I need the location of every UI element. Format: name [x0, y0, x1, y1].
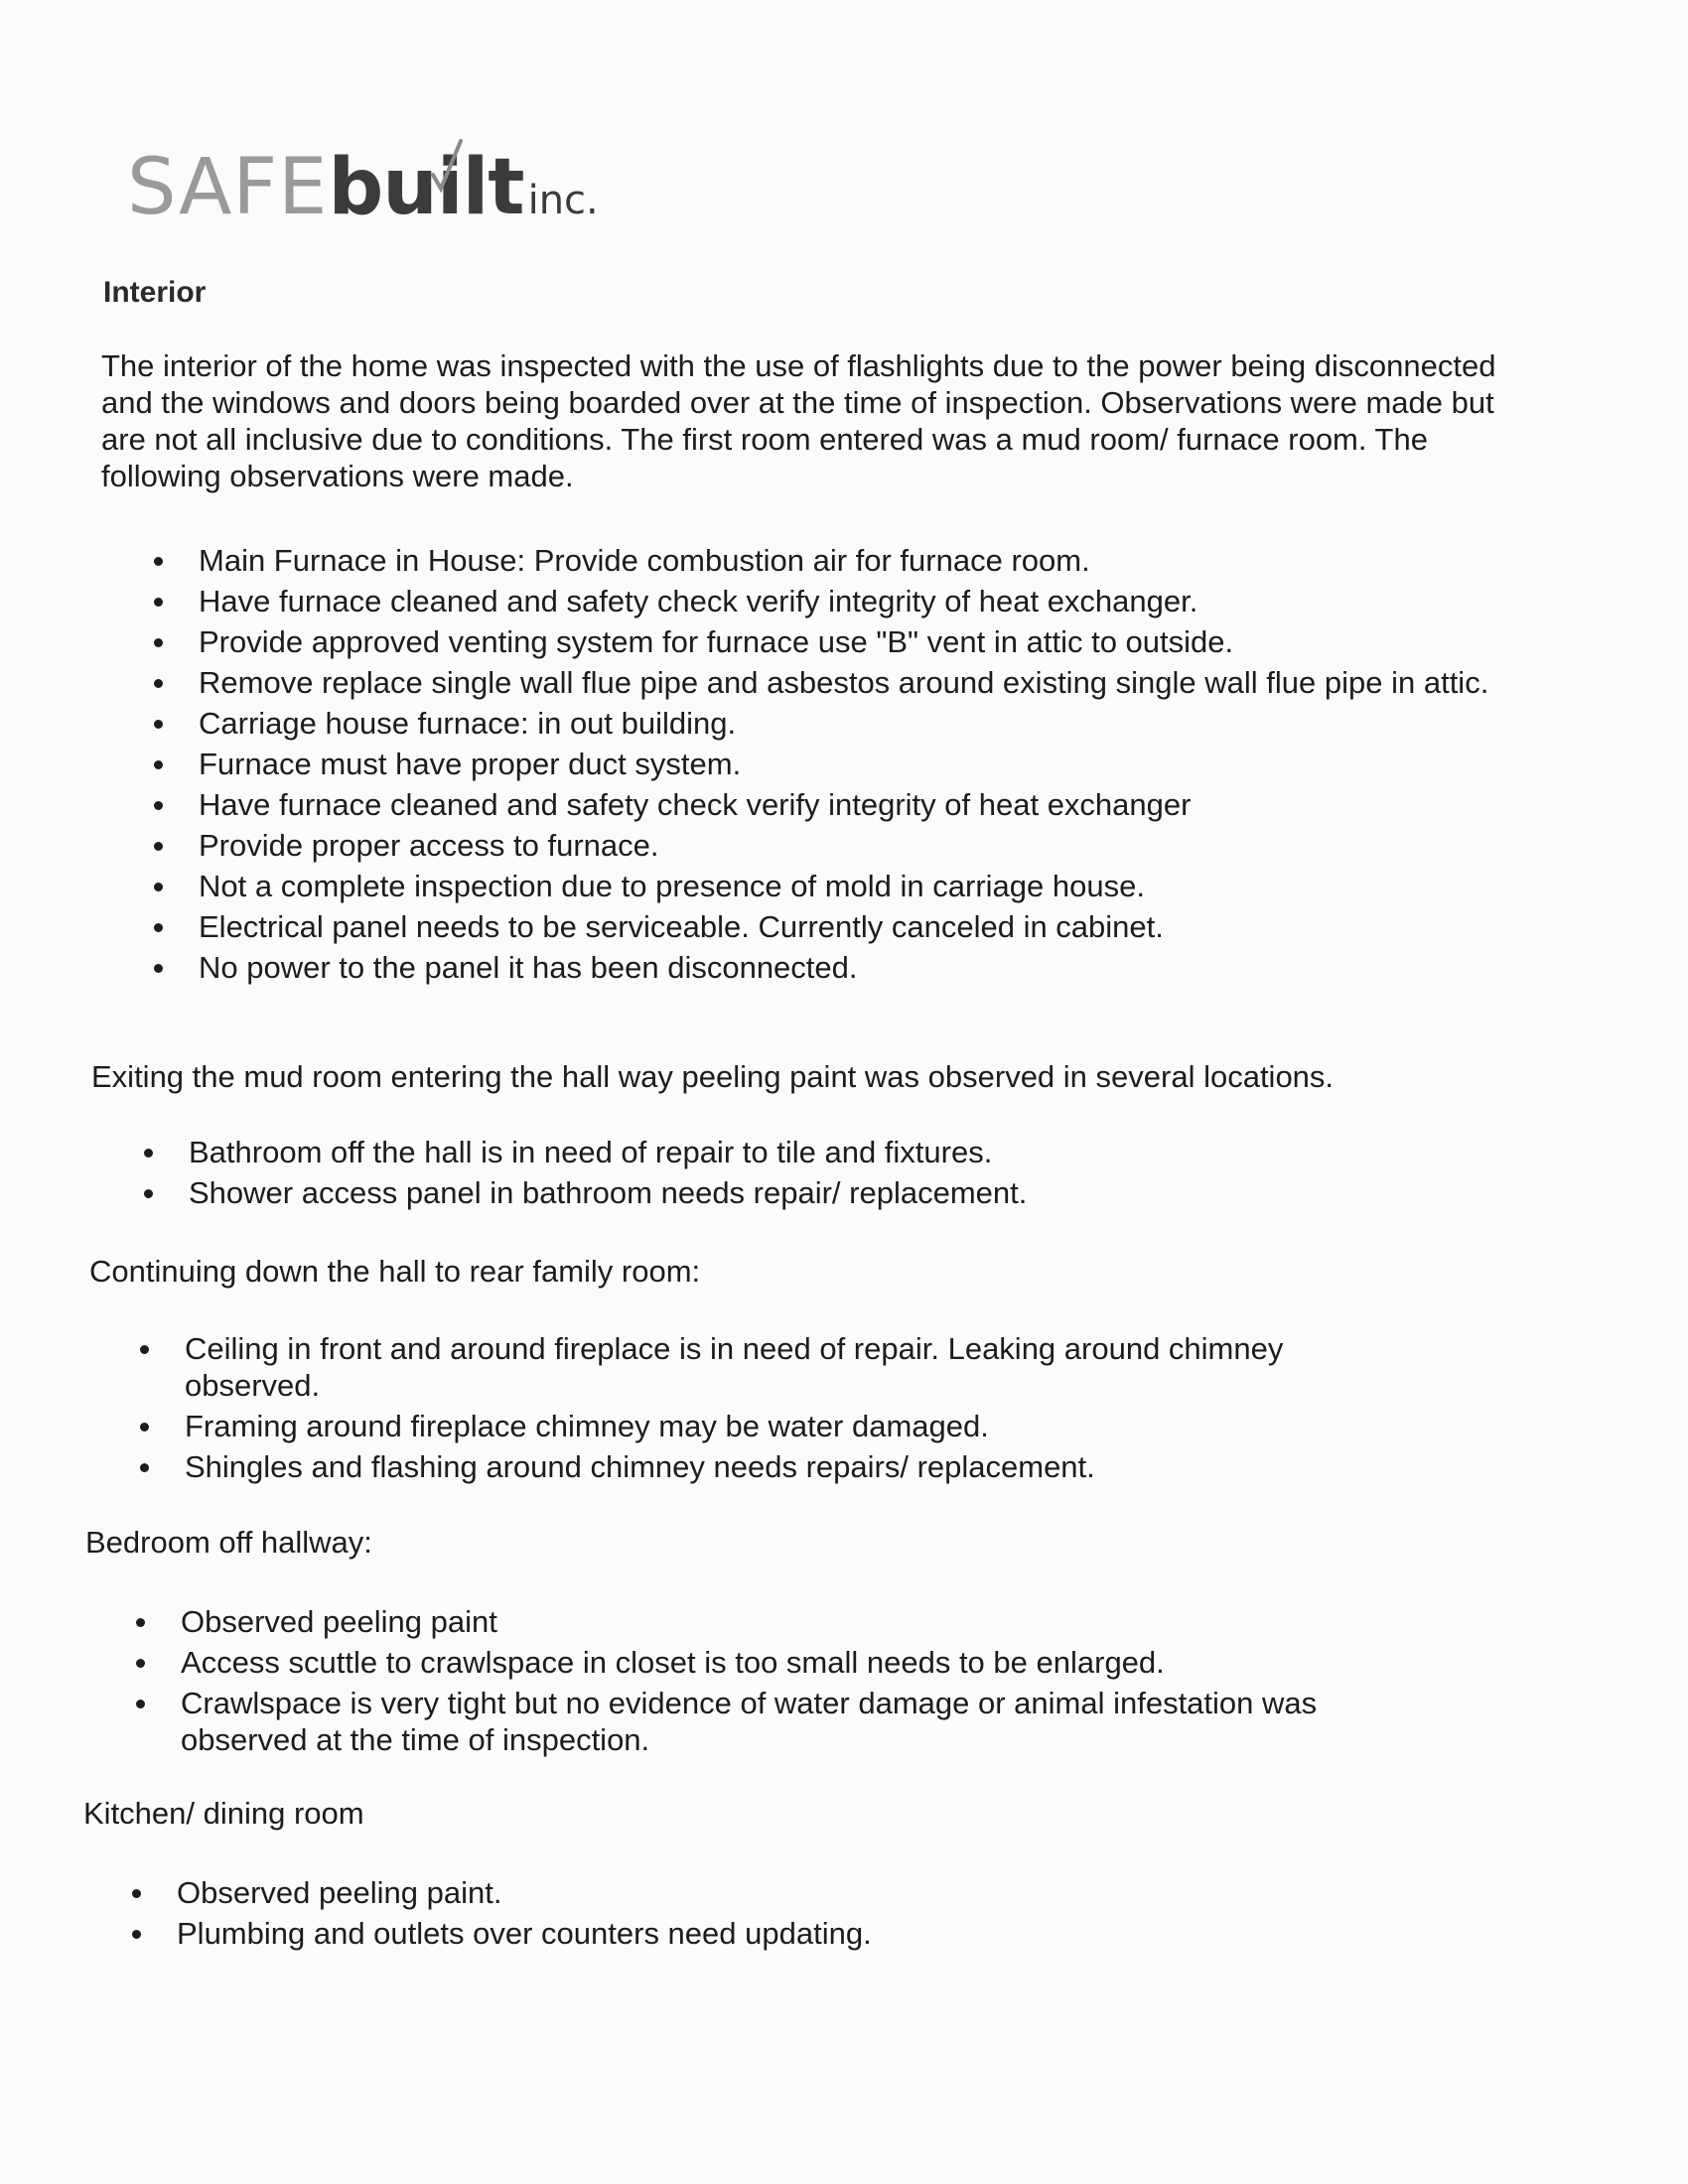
- list-item-text: Electrical panel needs to be serviceable. Currently canceled in cabinet.: [199, 909, 1164, 944]
- bullet-icon: [132, 1930, 141, 1939]
- family-room-observations-list: [135, 1330, 1426, 1489]
- list-item: [149, 542, 1489, 579]
- list-item-text: Plumbing and outlets over counters need updating.: [177, 1916, 872, 1951]
- list-item-text: Have furnace cleaned and safety check verify integrity of heat exchanger: [199, 787, 1192, 822]
- intro-paragraph: The interior of the home was inspected with the use of flashlights due to the power being disconnected and the windows and doors being boarded over at the time of inspection. Observations were made but are not all inclusive due to conditions. The first room entered was a mud room/ furnace room. The following observations were made.: [101, 348, 1496, 493]
- bullet-icon: [144, 1189, 153, 1198]
- list-item-text: Framing around fireplace chimney may be water damaged.: [185, 1409, 989, 1443]
- list-item: [131, 1644, 1422, 1681]
- bullet-icon: [136, 1618, 145, 1627]
- logo-safe: SAFE: [127, 143, 329, 232]
- bullet-icon: [154, 679, 163, 688]
- list-item: [131, 1685, 1422, 1758]
- list-item-text: Crawlspace is very tight but no evidence of water damage or animal infestation was observed at the time of inspection.: [181, 1686, 1318, 1757]
- list-item: [149, 583, 1489, 619]
- bullet-icon: [154, 720, 163, 729]
- list-item-text: Main Furnace in House: Provide combustion air for furnace room.: [199, 543, 1090, 578]
- list-item: [149, 949, 1489, 986]
- bedroom-paragraph: Bedroom off hallway:: [85, 1525, 372, 1560]
- bullet-icon: [154, 801, 163, 810]
- bullet-icon: [154, 638, 163, 647]
- checkmark-icon: [427, 137, 467, 197]
- list-item-text: Remove replace single wall flue pipe and asbestos around existing single wall flue pipe in attic.: [199, 665, 1489, 700]
- list-item: [135, 1330, 1426, 1404]
- hallway-observations-list: [139, 1134, 1479, 1215]
- list-item-text: Shower access panel in bathroom needs repair/ replacement.: [189, 1175, 1028, 1210]
- bullet-icon: [154, 760, 163, 769]
- list-item: [135, 1408, 1426, 1444]
- list-item-text: Bathroom off the hall is in need of repair to tile and fixtures.: [189, 1135, 993, 1169]
- section-heading: Interior: [103, 276, 207, 309]
- list-item: [127, 1915, 1418, 1952]
- bullet-icon: [154, 964, 163, 973]
- bullet-icon: [136, 1700, 145, 1708]
- list-item: [149, 623, 1489, 660]
- hallway-paragraph: Exiting the mud room entering the hall way peeling paint was observed in several locations.: [91, 1059, 1335, 1094]
- bullet-icon: [154, 557, 163, 566]
- list-item-text: No power to the panel it has been disconnected.: [199, 950, 858, 985]
- list-item: [149, 908, 1489, 945]
- logo-inc: inc.: [527, 178, 599, 223]
- list-item: [149, 786, 1489, 823]
- list-item-text: Not a complete inspection due to presence of mold in carriage house.: [199, 869, 1145, 903]
- list-item: [149, 746, 1489, 782]
- kitchen-observations-list: [127, 1874, 1418, 1956]
- list-item-text: Provide proper access to furnace.: [199, 828, 659, 863]
- logo-built: built: [328, 143, 524, 232]
- list-item-text: Observed peeling paint: [181, 1604, 497, 1639]
- bullet-icon: [154, 842, 163, 851]
- list-item: [135, 1448, 1426, 1485]
- bullet-icon: [140, 1463, 149, 1472]
- list-item: [149, 664, 1489, 701]
- list-item-text: Shingles and flashing around chimney needs repairs/ replacement.: [185, 1449, 1095, 1484]
- list-item-text: Furnace must have proper duct system.: [199, 747, 742, 781]
- bullet-icon: [154, 883, 163, 891]
- list-item: [149, 868, 1489, 904]
- list-item: [149, 827, 1489, 864]
- bullet-icon: [140, 1423, 149, 1432]
- list-item: [139, 1134, 1479, 1170]
- furnace-observations-list: [149, 542, 1489, 990]
- bullet-icon: [154, 598, 163, 607]
- bullet-icon: [140, 1345, 149, 1354]
- list-item: [127, 1874, 1418, 1911]
- list-item-text: Have furnace cleaned and safety check verify integrity of heat exchanger.: [199, 584, 1198, 618]
- bullet-icon: [144, 1149, 153, 1158]
- list-item-text: Carriage house furnace: in out building.: [199, 706, 737, 741]
- bullet-icon: [132, 1889, 141, 1898]
- bedroom-observations-list: [131, 1603, 1422, 1762]
- list-item-text: Observed peeling paint.: [177, 1875, 502, 1910]
- bullet-icon: [154, 923, 163, 932]
- list-item: [131, 1603, 1422, 1640]
- bullet-icon: [136, 1659, 145, 1668]
- list-item-text: Access scuttle to crawlspace in closet is too small needs to be enlarged.: [181, 1645, 1165, 1680]
- list-item: [139, 1174, 1479, 1211]
- company-logo: [127, 143, 599, 232]
- list-item-text: Ceiling in front and around fireplace is in need of repair. Leaking around chimney observed.: [185, 1331, 1284, 1403]
- list-item: [149, 705, 1489, 742]
- family-room-paragraph: Continuing down the hall to rear family room:: [89, 1254, 701, 1289]
- list-item-text: Provide approved venting system for furnace use "B" vent in attic to outside.: [199, 624, 1234, 659]
- kitchen-paragraph: Kitchen/ dining room: [83, 1796, 364, 1831]
